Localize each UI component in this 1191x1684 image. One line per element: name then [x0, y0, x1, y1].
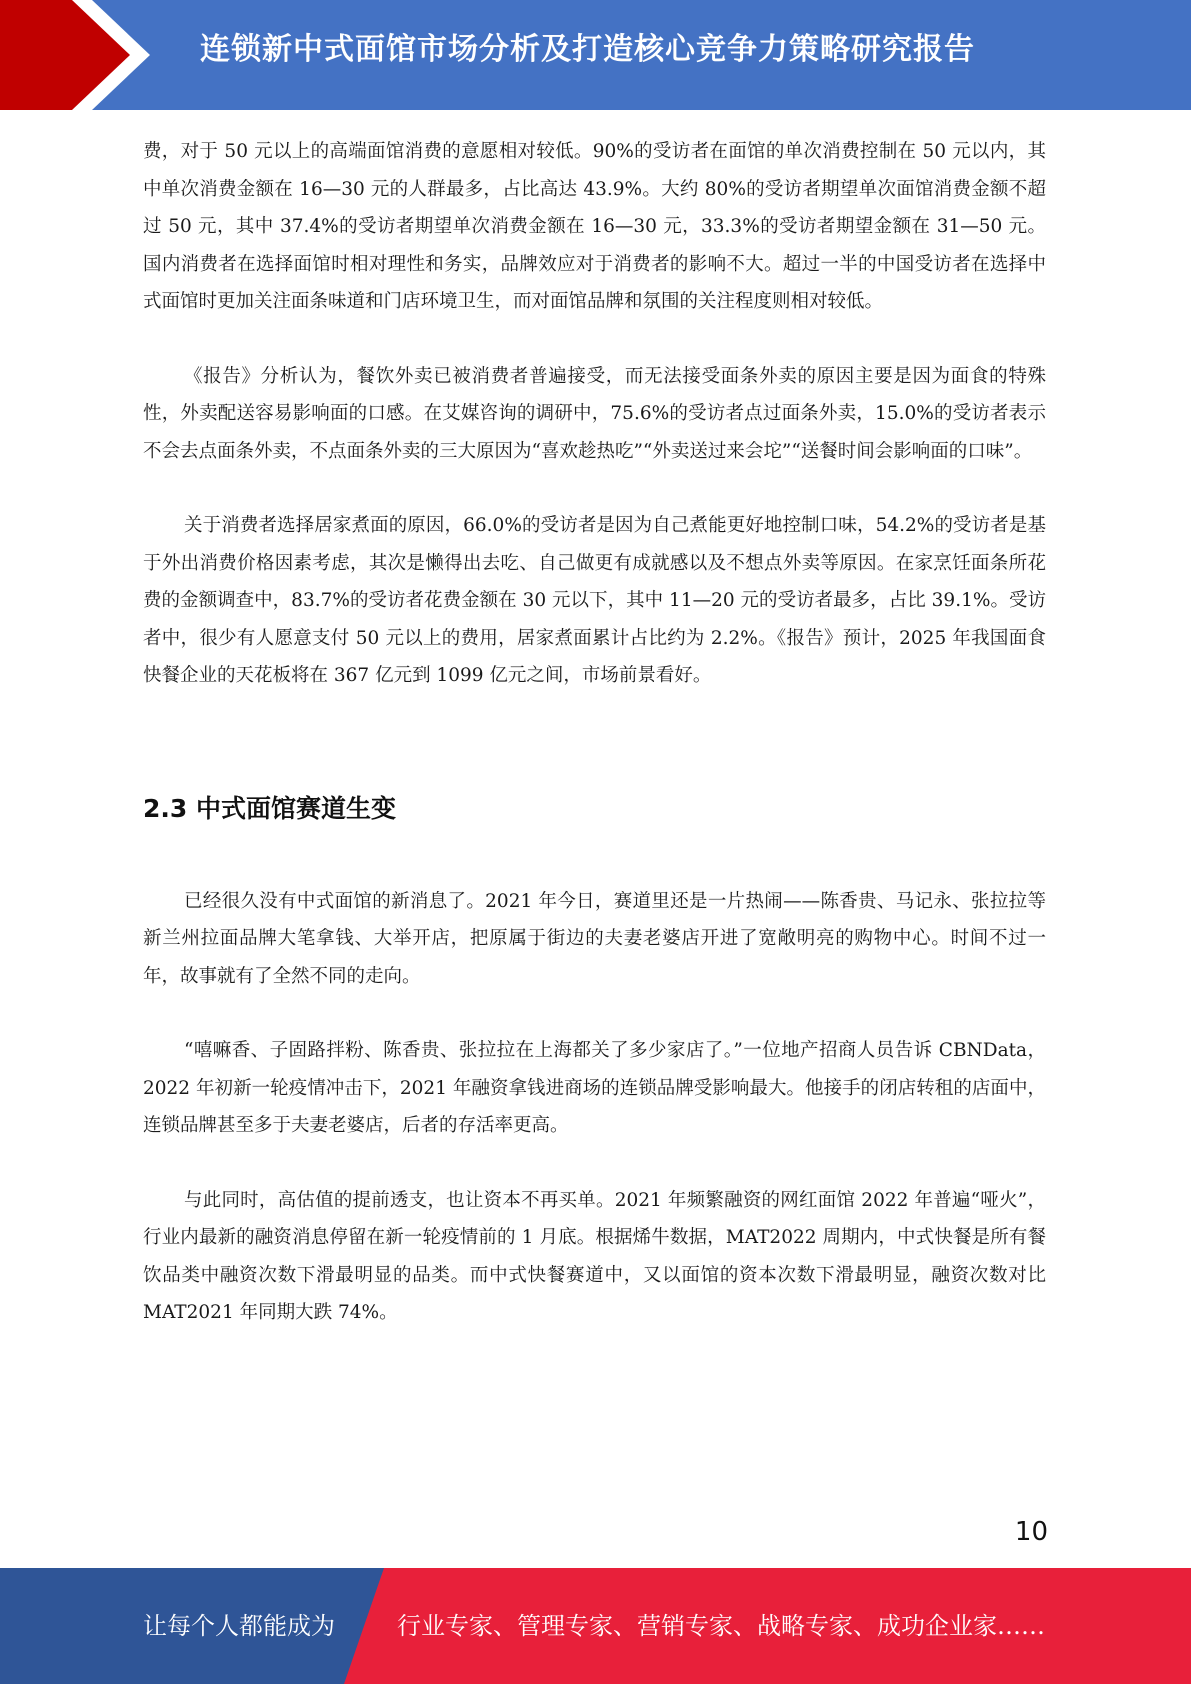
body-paragraph: 《报告》分析认为，餐饮外卖已被消费者普遍接受，而无法接受面条外卖的原因主要是因为面食的特殊性，外卖配送容易影响面的口感。在艾媒咨询的调研中，75.6%的受访者点过面条外卖，15.0%的受访者表示不会去点面条外卖，不点面条外卖的三大原因为“喜欢趁热吃”“外卖送过来会坨”“送餐时间会影响面的口味”。	[143, 365, 1046, 462]
section-paragraph: 与此同时，高估值的提前透支，也让资本不再买单。2021 年频繁融资的网红面馆 2022 年普遍“哑火”，行业内最新的融资消息停留在新一轮疫情前的 1 月底。根据烯牛数据，MAT2022 周期内，中式快餐是所有餐饮品类中融资次数下滑最明显的品类。而中式快餐赛道中，又以面馆的资本次数下滑最明显，融资次数对比 MAT2021 年同期大跌 74%。	[143, 1189, 1046, 1323]
section-heading: 2.3 中式面馆赛道生变	[143, 793, 396, 823]
page-body	[143, 133, 1046, 1332]
page-number: 10	[1014, 1517, 1048, 1547]
footer-slogan-right: 行业专家、管理专家、营销专家、战略专家、成功企业家……	[397, 1612, 1045, 1640]
section-paragraph: “嘻嘛香、子固路拌粉、陈香贵、张拉拉在上海都关了多少家店了。”一位地产招商人员告诉 CBNData，2022 年初新一轮疫情冲击下，2021 年融资拿钱进商场的连锁品牌受影响最大。他接手的闭店转租的店面中，连锁品牌甚至多于夫妻老婆店，后者的存活率更高。	[143, 1040, 1046, 1136]
body-paragraph: 关于消费者选择居家煮面的原因，66.0%的受访者是因为自己煮能更好地控制口味，54.2%的受访者是基于外出消费价格因素考虑，其次是懒得出去吃、自己做更有成就感以及不想点外卖等原因。在家烹饪面条所花费的金额调查中，83.7%的受访者花费金额在 30 元以下，其中 11—20 元的受访者最多，占比 39.1%。受访者中，很少有人愿意支付 50 元以上的费用，居家煮面累计占比约为 2.2%。《报告》预计，2025 年我国面食快餐企业的天花板将在 367 亿元到 1099 亿元之间，市场前景看好。	[143, 515, 1046, 686]
footer-slogan-left: 让每个人都能成为	[143, 1612, 335, 1640]
page-header	[0, 0, 1191, 110]
section-paragraph: 已经很久没有中式面馆的新消息了。2021 年今日，赛道里还是一片热闹——陈香贵、马记永、张拉拉等新兰州拉面品牌大笔拿钱、大举开店，把原属于街边的夫妻老婆店开进了宽敞明亮的购物中心。时间不过一年，故事就有了全然不同的走向。	[143, 890, 1046, 987]
report-title: 连锁新中式面馆市场分析及打造核心竞争力策略研究报告	[200, 32, 975, 67]
page-footer	[0, 1568, 1191, 1684]
body-paragraph: 费，对于 50 元以上的高端面馆消费的意愿相对较低。90%的受访者在面馆的单次消费控制在 50 元以内，其中单次消费金额在 16—30 元的人群最多，占比高达 43.9%。大约 80%的受访者期望单次面馆消费金额不超过 50 元，其中 37.4%的受访者期望单次消费金额在 16—30 元，33.3%的受访者期望金额在 31—50 元。国内消费者在选择面馆时相对理性和务实，品牌效应对于消费者的影响不大。超过一半的中国受访者在选择中式面馆时更加关注面条味道和门店环境卫生，而对面馆品牌和氛围的关注程度则相对较低。	[143, 141, 1046, 312]
